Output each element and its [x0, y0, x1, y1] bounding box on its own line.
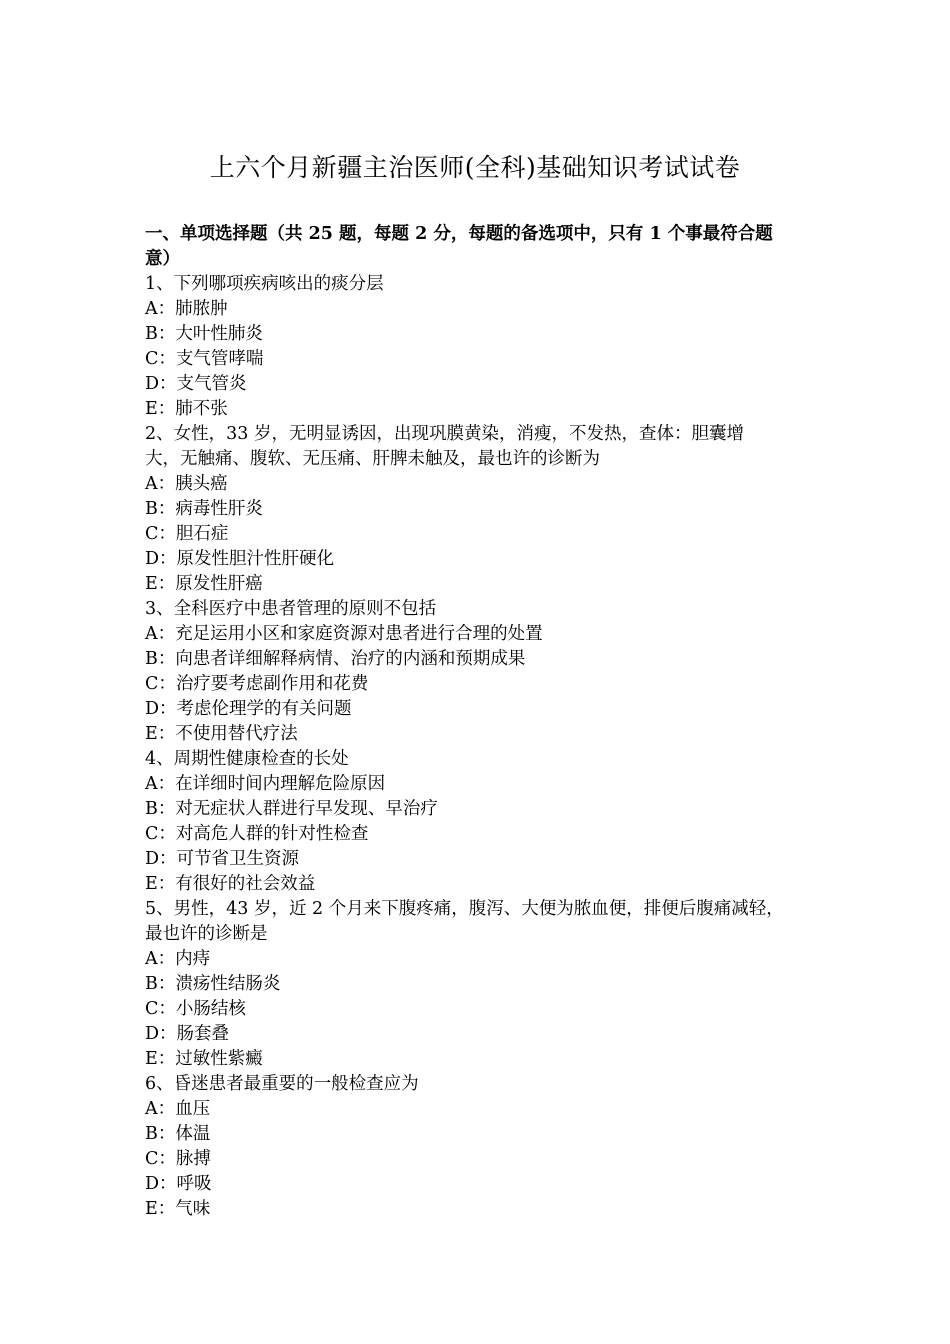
option-b: B：向患者详细解释病情、治疗的内涵和预期成果: [145, 649, 526, 669]
option-e: E：气味: [145, 1199, 211, 1219]
option-c: C：治疗要考虑副作用和花费: [145, 674, 369, 694]
option-c: C：胆石症: [145, 524, 229, 544]
option-e: E：过敏性紫癜: [145, 1049, 263, 1069]
section-heading-line: 意）: [145, 249, 180, 269]
option-d: D：支气管炎: [145, 374, 247, 394]
option-b: B：大叶性肺炎: [145, 324, 263, 344]
question-5: [145, 897, 820, 1072]
option-a: A：肺脓肿: [145, 299, 228, 319]
option-b: B：溃疡性结肠炎: [145, 974, 281, 994]
option-c: C：小肠结核: [145, 999, 246, 1019]
option-d: D：呼吸: [145, 1174, 212, 1194]
question-stem: 大，无触痛、腹软、无压痛、肝脾未触及，最也许的诊断为: [145, 449, 600, 469]
option-d: D：可节省卫生资源: [145, 849, 300, 869]
question-4: [145, 747, 820, 897]
option-a: A：在详细时间内理解危险原因: [145, 774, 386, 794]
question-2: [145, 422, 820, 597]
question-6: [145, 1072, 820, 1222]
option-b: B：病毒性肝炎: [145, 499, 263, 519]
option-d: D：原发性胆汁性肝硬化: [145, 549, 335, 569]
question-stem: 最也许的诊断是: [145, 924, 268, 944]
section-heading: [145, 222, 820, 272]
option-c: C：脉搏: [145, 1149, 211, 1169]
document-title: 上六个月新疆主治医师(全科)基础知识考试试卷: [209, 153, 741, 182]
question-stem: 5、男性，43 岁，近 2 个月来下腹疼痛，腹泻、大便为脓血便，排便后腹痛减轻，: [145, 899, 784, 919]
option-a: A：胰头癌: [145, 474, 228, 494]
question-stem: 1、下列哪项疾病咳出的痰分层: [145, 274, 384, 294]
document-body: [145, 222, 820, 1222]
option-d: D：肠套叠: [145, 1024, 230, 1044]
option-e: E：原发性肝癌: [145, 574, 263, 594]
option-e: E：有很好的社会效益: [145, 874, 316, 894]
question-stem: 3、全科医疗中患者管理的原则不包括: [145, 599, 437, 619]
section-heading-line: 一、单项选择题（共 25 题，每题 2 分，每题的备选项中，只有 1 个事最符合题: [145, 224, 773, 244]
option-c: C：对高危人群的针对性检查: [145, 824, 369, 844]
option-a: A：血压: [145, 1099, 211, 1119]
question-1: [145, 272, 820, 422]
question-stem: 4、周期性健康检查的长处: [145, 749, 349, 769]
option-a: A：充足运用小区和家庭资源对患者进行合理的处置: [145, 624, 543, 644]
option-b: B：体温: [145, 1124, 211, 1144]
question-stem: 6、昏迷患者最重要的一般检查应为: [145, 1074, 419, 1094]
option-e: E：肺不张: [145, 399, 228, 419]
option-d: D：考虑伦理学的有关问题: [145, 699, 352, 719]
option-e: E：不使用替代疗法: [145, 724, 298, 744]
question-3: [145, 597, 820, 747]
option-b: B：对无症状人群进行早发现、早治疗: [145, 799, 438, 819]
question-stem: 2、女性，33 岁，无明显诱因，出现巩膜黄染，消瘦，不发热，查体：胆囊增: [145, 424, 744, 444]
option-c: C：支气管哮喘: [145, 349, 264, 369]
option-a: A：内痔: [145, 949, 211, 969]
